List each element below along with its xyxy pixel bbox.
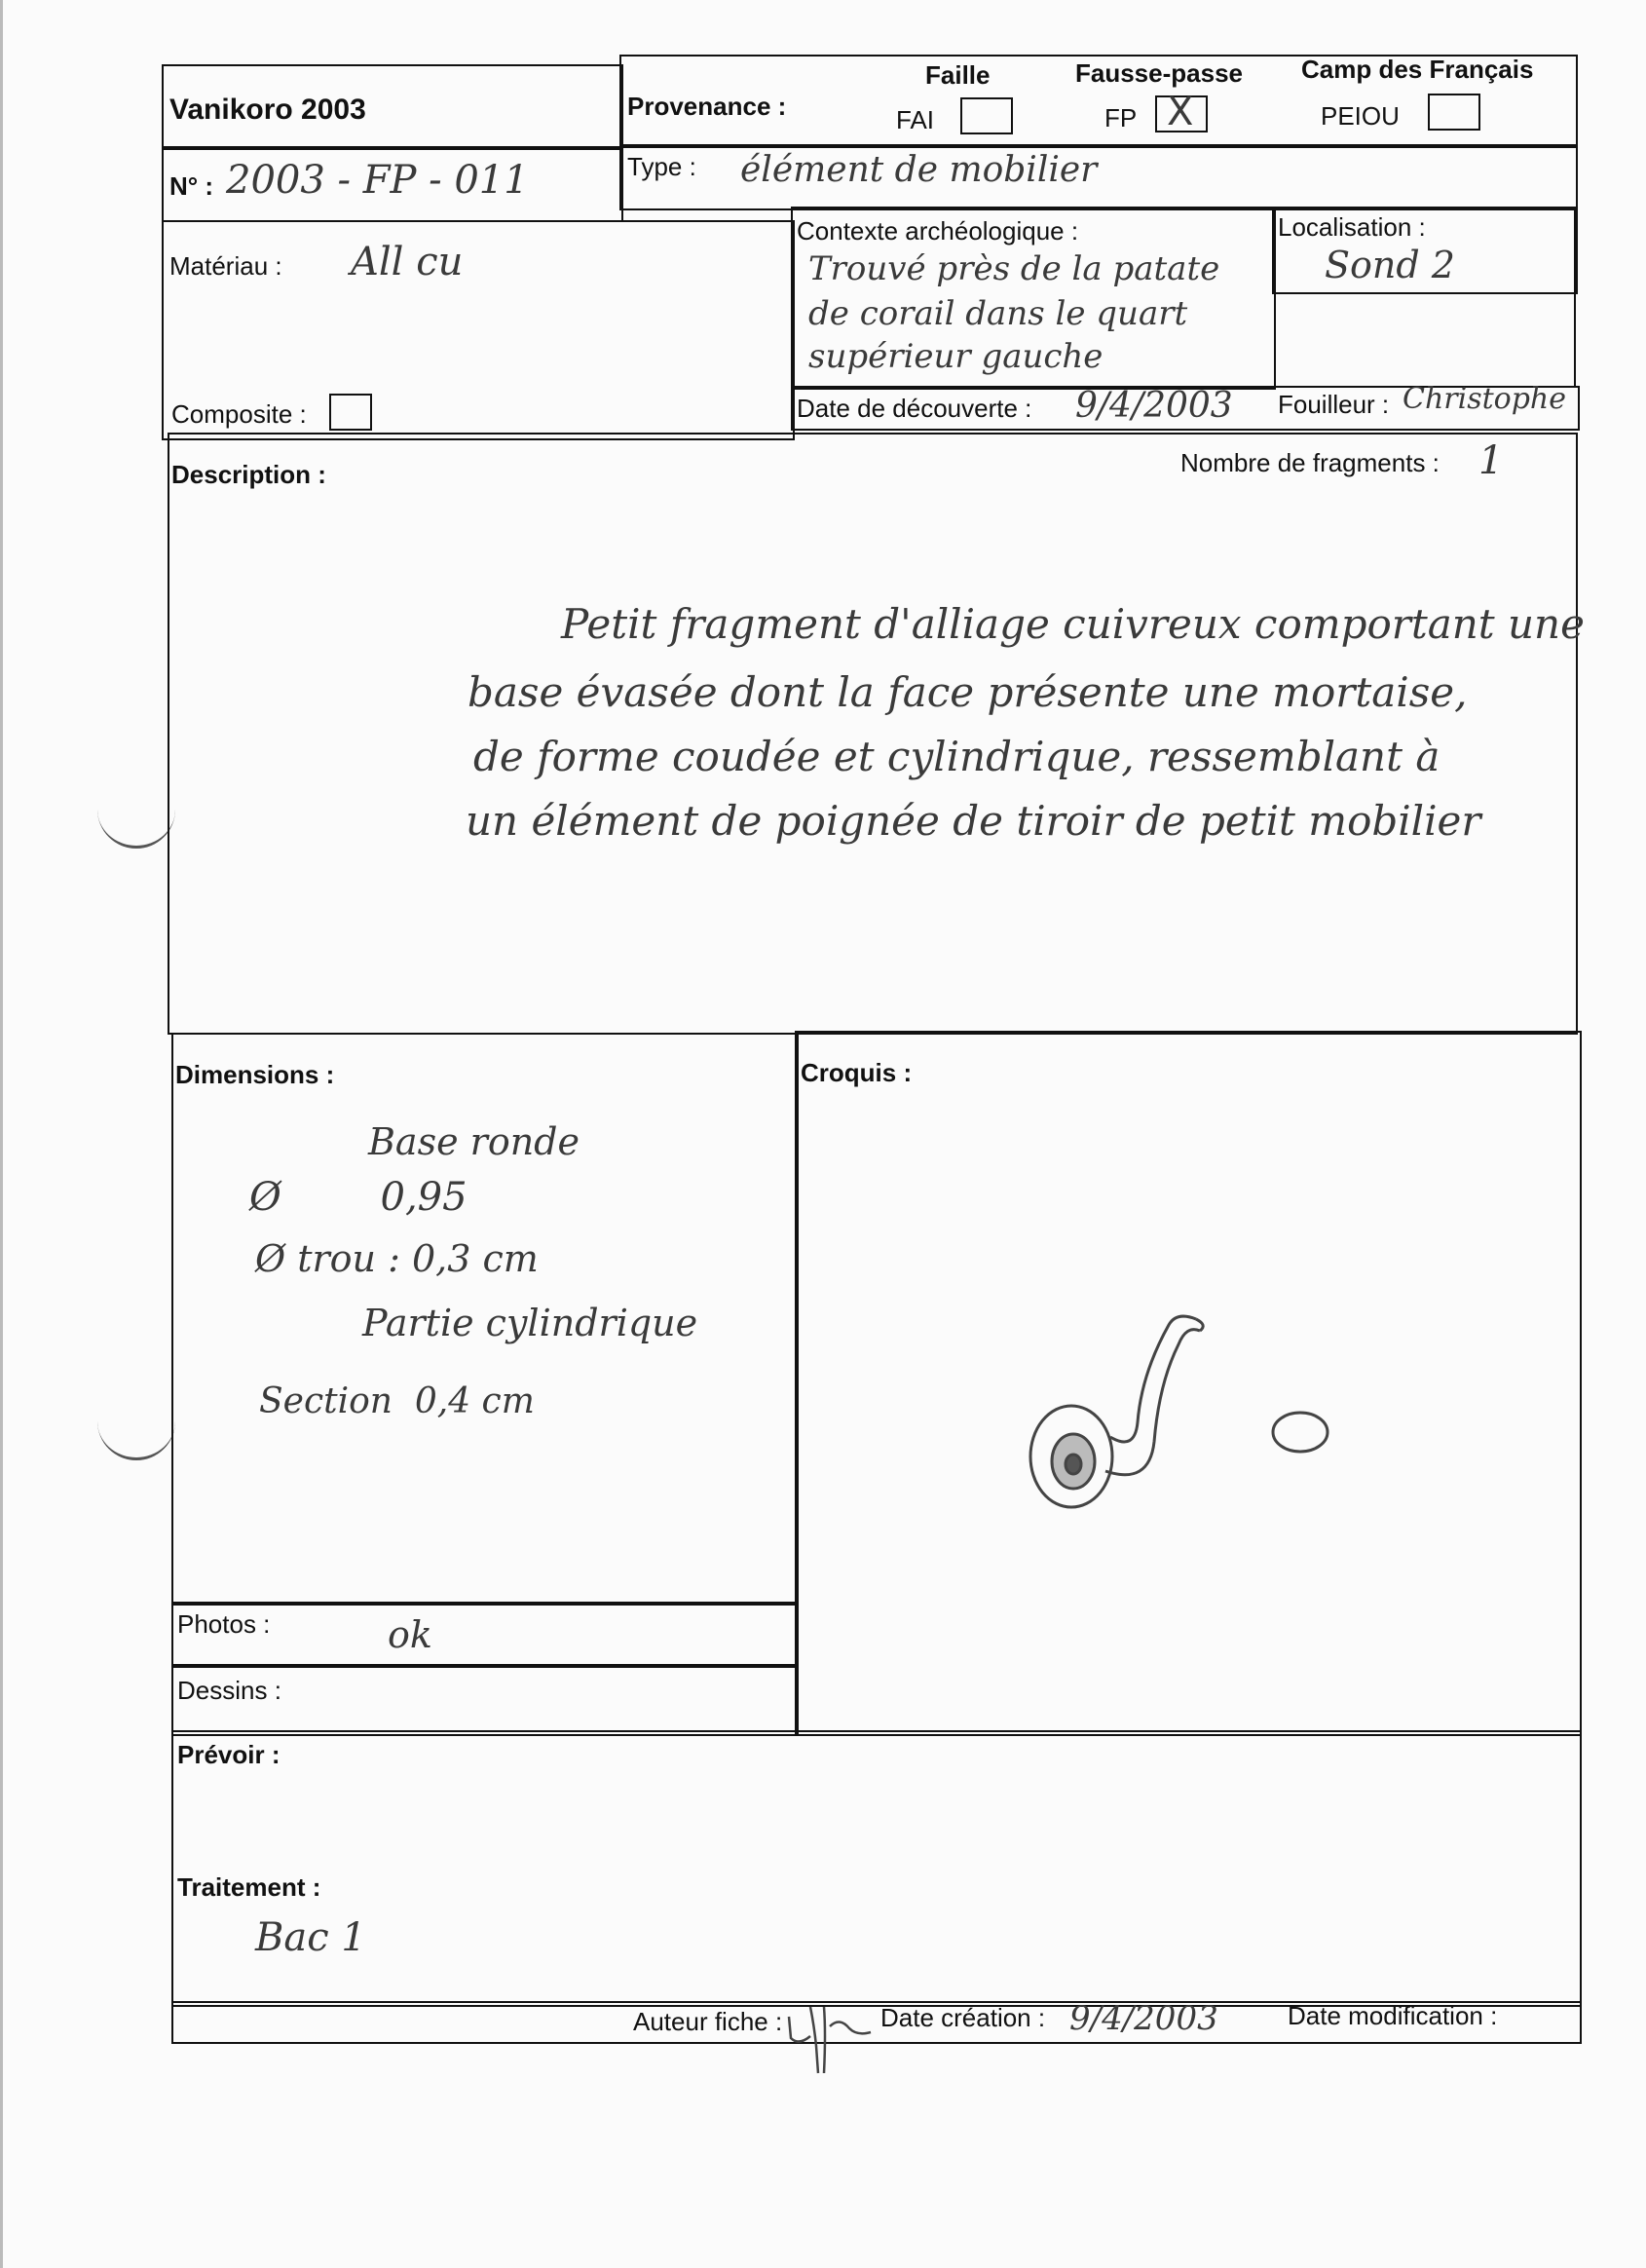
faille-checkbox[interactable] xyxy=(960,97,1013,134)
date-decouverte-value: 9/4/2003 xyxy=(1075,386,1233,426)
dimensions-line-2: Ø 0,95 xyxy=(249,1175,468,1220)
prevoir-traitement-section xyxy=(171,1730,1582,2007)
contexte-line-2: de corail dans le quart xyxy=(808,294,1188,333)
composite-label: Composite : xyxy=(171,399,307,429)
photos-value: ok xyxy=(388,1613,432,1656)
dimensions-label: Dimensions : xyxy=(175,1060,335,1089)
localisation-value: Sond 2 xyxy=(1325,244,1455,286)
number-value: 2003 - FP - 011 xyxy=(226,158,529,203)
camp-code: PEIOU xyxy=(1321,101,1400,131)
croquis-sketch xyxy=(1013,1305,1344,1530)
site-title: Vanikoro 2003 xyxy=(169,94,366,126)
fouilleur-label: Fouilleur : xyxy=(1278,390,1390,419)
provenance-label: Provenance : xyxy=(627,92,787,121)
fragments-value: 1 xyxy=(1478,438,1504,483)
fouilleur-value: Christophe xyxy=(1403,382,1567,416)
dessins-label: Dessins : xyxy=(177,1676,281,1705)
materiau-value: All cu xyxy=(351,240,464,284)
dimensions-line-3: Ø trou : 0,3 cm xyxy=(255,1237,539,1280)
description-line-3: de forme coudée et cylindrique, ressemblant à xyxy=(473,733,1440,780)
croquis-label: Croquis : xyxy=(801,1058,913,1087)
description-label: Description : xyxy=(171,460,326,489)
date-modification-label: Date modification : xyxy=(1288,2001,1498,2030)
type-label: Type : xyxy=(627,152,696,181)
fausse-passe-code: FP xyxy=(1104,103,1138,132)
dimensions-line-5: Section 0,4 cm xyxy=(259,1381,535,1421)
binder-hole-top xyxy=(97,791,175,849)
faille-title: Faille xyxy=(925,60,991,90)
type-value: élément de mobilier xyxy=(740,150,1098,190)
description-line-2: base évasée dont la face présente une mortaise, xyxy=(468,668,1468,716)
auteur-signature xyxy=(781,1978,875,2075)
fausse-passe-title: Fausse-passe xyxy=(1075,58,1243,88)
dimensions-line-4: Partie cylindrique xyxy=(362,1302,698,1344)
fausse-passe-check-mark: X xyxy=(1167,90,1194,134)
date-creation-value: 9/4/2003 xyxy=(1069,1999,1218,2038)
fausse-passe-checkbox[interactable] xyxy=(1155,90,1208,134)
photos-label: Photos : xyxy=(177,1609,271,1639)
localisation-label: Localisation : xyxy=(1278,212,1426,242)
sketch-section-circle xyxy=(1273,1413,1328,1452)
traitement-label: Traitement : xyxy=(177,1872,321,1902)
traitement-value: Bac 1 xyxy=(255,1915,366,1960)
binder-hole-bottom xyxy=(97,1403,175,1460)
sketch-base-ring xyxy=(1030,1406,1112,1507)
page-left-edge xyxy=(0,0,3,2268)
composite-checkbox[interactable] xyxy=(329,394,372,431)
camp-checkbox[interactable] xyxy=(1428,94,1480,131)
date-creation-label: Date création : xyxy=(880,2003,1046,2032)
description-line-4: un élément de poignée de tiroir de petit mobilier xyxy=(466,797,1481,845)
description-line-1: Petit fragment d'alliage cuivreux comportant une xyxy=(561,600,1585,648)
contexte-line-3: supérieur gauche xyxy=(808,337,1104,376)
date-decouverte-label: Date de découverte : xyxy=(797,394,1032,423)
prevoir-label: Prévoir : xyxy=(177,1740,281,1769)
materiau-label: Matériau : xyxy=(169,251,282,281)
camp-title: Camp des Français xyxy=(1301,55,1534,84)
localisation-right-border xyxy=(1574,207,1576,388)
contexte-line-1: Trouvé près de la patate xyxy=(808,249,1220,288)
contexte-label: Contexte archéologique : xyxy=(797,216,1079,246)
faille-code: FAI xyxy=(896,105,935,134)
auteur-label: Auteur fiche : xyxy=(633,2007,783,2036)
sketch-cylindrical-arm xyxy=(1105,1316,1203,1475)
dimensions-line-1: Base ronde xyxy=(368,1120,580,1163)
number-label: N° : xyxy=(169,171,214,201)
fragments-label: Nombre de fragments : xyxy=(1180,448,1440,477)
